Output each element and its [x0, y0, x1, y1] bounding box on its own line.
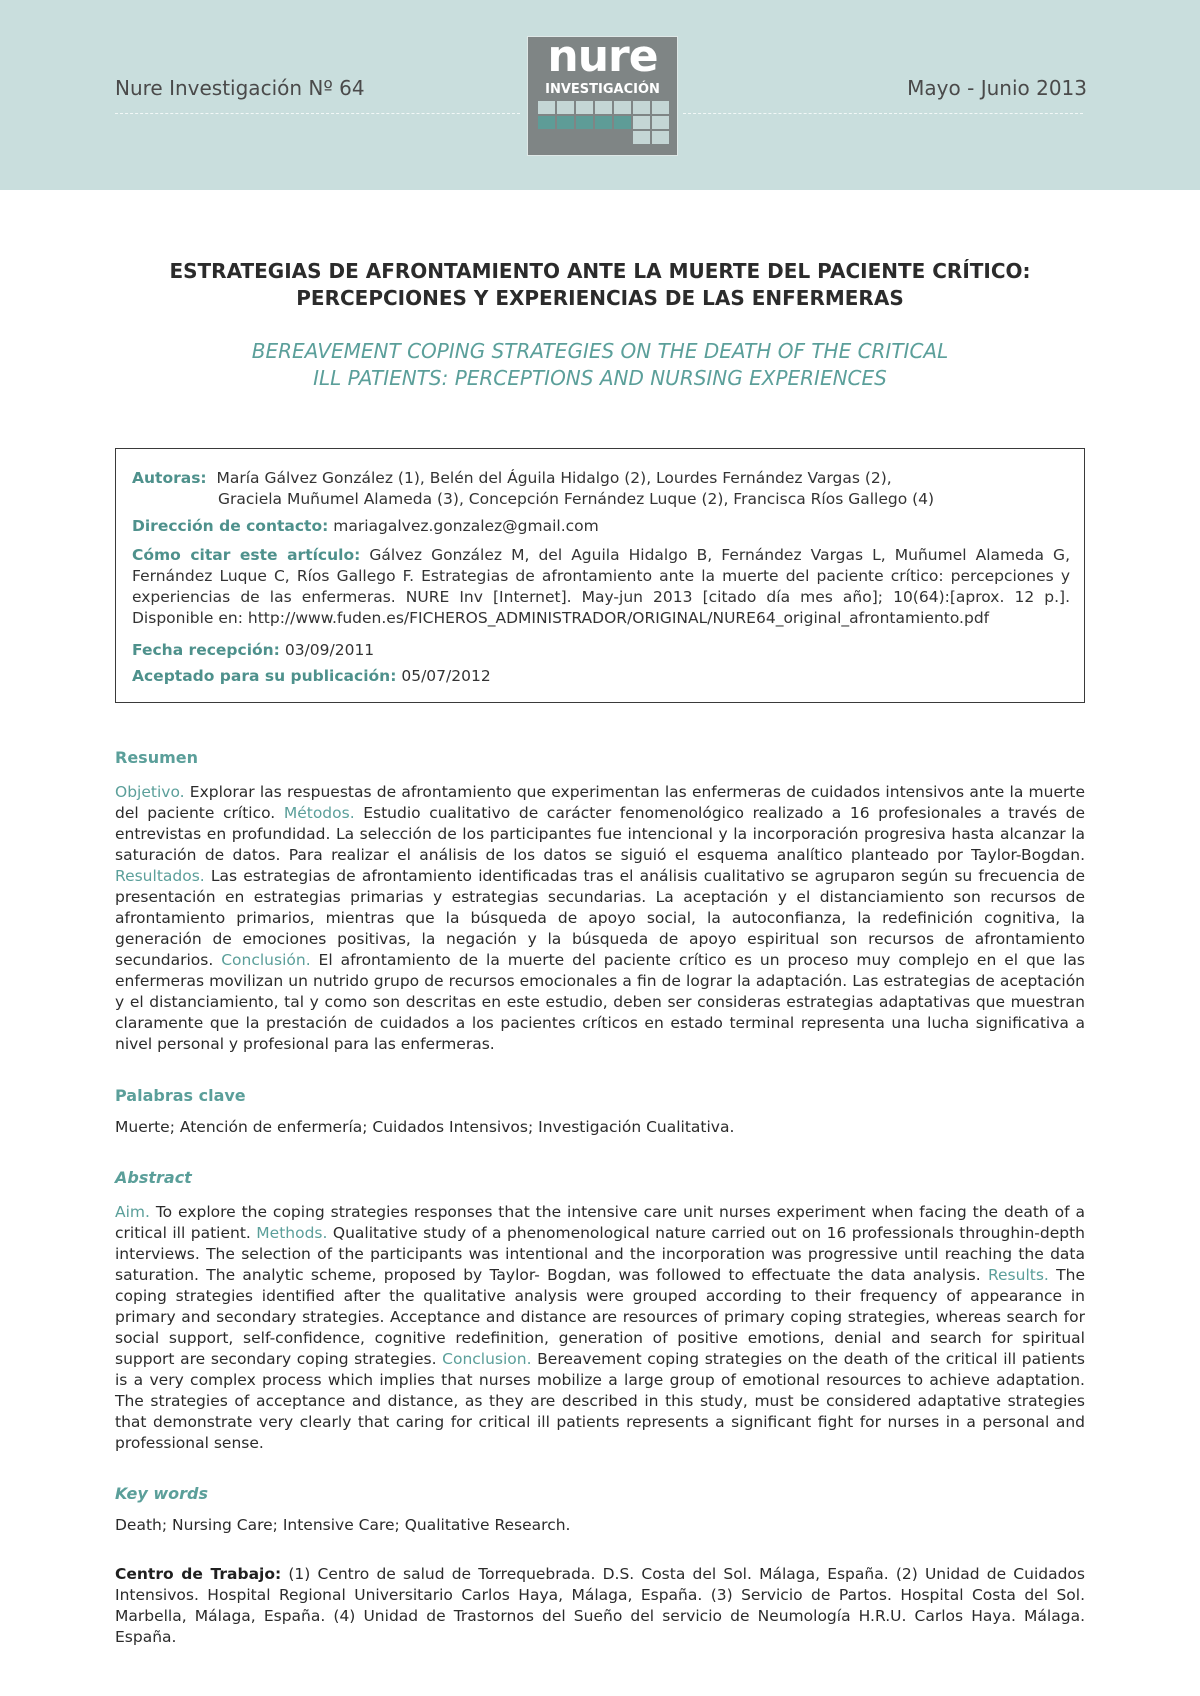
logo-subtitle: INVESTIGACIÓN: [545, 82, 660, 97]
authors-line2: Graciela Muñumel Alameda (3), Concepción Fernández Luque (2), Francisca Ríos Gallego (4): [218, 490, 935, 508]
resumen-paragraph: Objetivo. Explorar las respuestas de afrontamiento que experimentan las enfermeras de cuidados intensivos ante la muerte del paciente crítico. Métodos. Estudio cualitativo de carácter fenomenológico realizado a 16 profesionales a través de entrevistas en profundidad. La selección de los participantes fue intencional y la incorporación progresiva hasta alcanzar la saturación de datos. Para realizar el análisis de los datos se siguió el esquema analítico planteado por Taylor-Bogdan. Resultados. Las estrategias de afrontamiento identificadas tras el análisis cualitativo se agruparon según su frecuencia de presentación en estrategias primarias y estrategias secundarias. La aceptación y el distanciamiento son recursos de afrontamiento primarios, mientras que la búsqueda de apoyo social, la autoconfianza, la redefinición cognitiva, la generación de emociones positivas, la negación y la búsqueda de apoyo espiritual son recursos de afrontamiento secundarios. Conclusión. El afrontamiento de la muerte del paciente crítico es un proceso muy complejo en el que las enfermeras movilizan un nutrido grupo de recursos emocionales a fin de lograr la adaptación. Las estrategias de aceptación y el distanciamiento, tal y como son descritas en este estudio, deben ser consideras estrategias adaptativas que muestran claramente que la prestación de cuidados a los pacientes críticos en estado terminal representa una lucha significativa a nivel personal y profesional para las enfermeras.: [115, 783, 1085, 1053]
header-rule-right: [683, 113, 1083, 114]
workplace-label: Centro de Trabajo:: [115, 1565, 282, 1583]
contact-email[interactable]: mariagalvez.gonzalez@gmail.com: [333, 517, 599, 535]
accepted-label: Aceptado para su publicación:: [132, 667, 397, 685]
received-date: 03/09/2011: [284, 641, 375, 659]
citation-text: Gálvez González M, del Aguila Hidalgo B, Fernández Vargas L, Muñumel Alameda G, Fernández Luque C, Ríos Gallego F. Estrategias de afrontamiento ante la muerte del paciente crítico: percepciones y experiencias de las enfermeras. NURE Inv [Internet]. May-jun 2013 [citado día mes año]; 10(64):[aprox. 12 p.]. Disponible en: http://www.fuden.es/FICHEROS_ADMINISTRADOR/ORIGINAL/NURE64_original_afrontamiento.pdf: [132, 546, 1070, 627]
palabras-clave-heading: Palabras clave: [115, 1086, 246, 1105]
logo-wordmark: nure: [547, 31, 658, 82]
header-rule-left: [115, 113, 520, 114]
citation-label: Cómo citar este artículo:: [132, 546, 361, 564]
abstract-heading: Abstract: [115, 1168, 192, 1187]
contact-label: Dirección de contacto:: [132, 517, 329, 535]
nure-logo: [527, 31, 678, 156]
received-label: Fecha recepción:: [132, 641, 280, 659]
key-words-text: Death; Nursing Care; Intensive Care; Qualitative Research.: [115, 1516, 571, 1534]
logo-grid-icon: [538, 101, 668, 151]
citation-block: [132, 545, 1070, 629]
abstract-paragraph: Aim. To explore the coping strategies responses that the intensive care unit nurses experiment when facing the death of a critical ill patient. Methods. Qualitative study of a phenomenological nature carried out on 16 professionals throughin-depth interviews. The selection of the participants was intentional and the incorporation was progressive until reaching the data saturation. The analytic scheme, proposed by Taylor- Bogdan, was followed to effectuate the data analysis. Results. The coping strategies identified after the qualitative analysis were grouped according to their frequency of appearance in primary and secondary strategies. Acceptance and distance are resources of primary coping strategies, whereas search for social support, self-confidence, cognitive redefinition, generation of positive emotions, denial and search for spiritual support are secondary coping strategies. Conclusion. Bereavement coping strategies on the death of the critical ill patients is a very complex process which implies that nurses mobilize a large group of emotional resources to achieve adaptation. The strategies of acceptance and distance, as they are described in this study, must be considered adaptative strategies that demonstrate very clearly that caring for critical ill patients represents a significant fight for nurses in a personal and professional sense.: [115, 1203, 1085, 1452]
workplace-affiliations: [115, 1564, 1085, 1648]
resumen-heading: Resumen: [115, 748, 198, 767]
issue-date: Mayo - Junio 2013: [907, 76, 1087, 100]
palabras-clave-text: Muerte; Atención de enfermería; Cuidados Intensivos; Investigación Cualitativa.: [115, 1118, 735, 1136]
journal-issue: Nure Investigación Nº 64: [115, 76, 365, 100]
authors-label: Autoras:: [132, 469, 207, 487]
authors-block: [132, 468, 1087, 510]
title-english: BEREAVEMENT COPING STRATEGIES ON THE DEATH OF THE CRITICAL ILL PATIENTS: PERCEPTIONS AND NURSING EXPERIENCES: [251, 339, 949, 390]
received-block: [132, 640, 1087, 661]
workplace-text: (1) Centro de salud de Torrequebrada. D.S. Costa del Sol. Málaga, España. (2) Unidad de Cuidados Intensivos. Hospital Regional Universitario Carlos Haya, Málaga, España. (3) Servicio de Partos. Hospital Costa del Sol. Marbella, Málaga, España. (4) Unidad de Trastornos del Sueño del servicio de Neumología H.R.U. Carlos Haya. Málaga. España.: [115, 1565, 1085, 1646]
title-spanish: ESTRATEGIAS DE AFRONTAMIENTO ANTE LA MUERTE DEL PACIENTE CRÍTICO: PERCEPCIONES Y EXPERIENCIAS DE LAS ENFERMERAS: [169, 259, 1031, 310]
contact-block: [132, 516, 1087, 537]
key-words-heading: Key words: [115, 1484, 209, 1503]
accepted-date: 05/07/2012: [401, 667, 491, 685]
authors-line1: María Gálvez González (1), Belén del Águila Hidalgo (2), Lourdes Fernández Vargas (2),: [216, 469, 892, 487]
accepted-block: [132, 666, 1087, 687]
journal-header: [0, 0, 1200, 190]
